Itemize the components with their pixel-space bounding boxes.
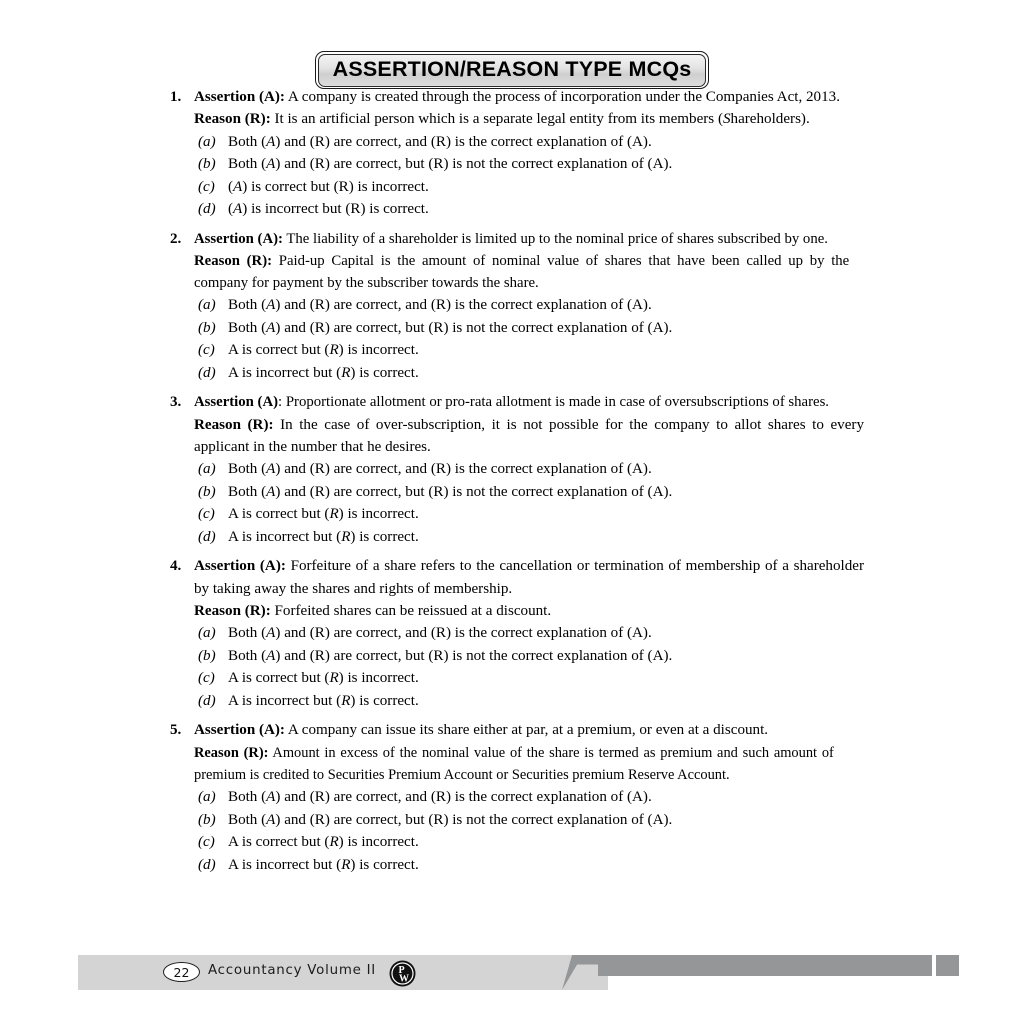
option-item[interactable]	[198, 458, 864, 481]
option-text-part: ) is correct.	[350, 692, 419, 709]
question-number: 4.	[170, 558, 182, 575]
assertion-paragraph	[194, 555, 864, 600]
option-text-italic: A	[266, 811, 276, 828]
option-text	[228, 362, 864, 385]
book-title: Accountancy Volume II	[208, 963, 377, 978]
option-item[interactable]	[198, 854, 864, 877]
assertion-label: Assertion (A):	[194, 558, 286, 575]
option-letter: (c)	[198, 506, 215, 523]
option-letter: (d)	[198, 856, 216, 873]
reason-text: Paid-up Capital is the amount of nominal value of shares that have been called up by the company for payment by the subscriber towards the share.	[194, 252, 850, 292]
option-text	[228, 786, 864, 809]
option-text-part: ) and (R) are correct, but (R) is not the correct explanation of (A).	[275, 319, 673, 336]
option-item[interactable]	[198, 153, 864, 176]
option-text-part: A is correct but (	[228, 506, 330, 523]
block-spacer	[170, 548, 864, 555]
option-text-part: A is incorrect but (	[228, 692, 342, 709]
option-text-part: Both (	[228, 156, 267, 173]
option-text-part: ) and (R) are correct, and (R) is the correct explanation of (A).	[275, 461, 652, 478]
reason-label: Reason (R):	[194, 111, 271, 128]
reason-text: Amount in excess of the nominal value of the share is termed as premium and such amount of premium is credited to Securities Premium Account or Securities premium Reserve Account.	[194, 744, 834, 783]
svg-text:W: W	[399, 973, 409, 985]
option-text-part: Both (	[228, 461, 267, 478]
option-letter: (d)	[198, 201, 216, 218]
option-item[interactable]	[198, 809, 864, 832]
option-letter: (b)	[198, 319, 216, 336]
assertion-label: Assertion (A):	[194, 722, 285, 739]
option-text-part: Both (	[228, 133, 267, 150]
option-text	[228, 176, 864, 199]
option-text-part: Both (	[228, 789, 267, 806]
assertion-text: A company is created through the process of incorporation under the Companies Act, 2013.	[287, 89, 840, 105]
option-item[interactable]	[198, 294, 864, 317]
option-text-italic: A	[266, 483, 276, 500]
assertion-paragraph	[194, 86, 864, 108]
assertion-paragraph	[194, 719, 864, 741]
option-letter: (b)	[198, 156, 216, 173]
option-text	[228, 831, 864, 854]
option-letter: (d)	[198, 692, 216, 709]
option-text-part: ) and (R) are correct, and (R) is the correct explanation of (A).	[275, 625, 652, 642]
assertion-text: A company can issue its share either at par, at a premium, or even at a discount.	[287, 722, 769, 739]
option-letter: (a)	[198, 297, 216, 314]
option-letter: (b)	[198, 811, 216, 828]
option-text-part: A is incorrect but (	[228, 364, 342, 381]
option-text-part: ) is incorrect.	[338, 342, 419, 359]
option-letter: (c)	[198, 342, 215, 359]
option-text-part: ) is incorrect but (R) is correct.	[242, 201, 429, 218]
option-text	[228, 622, 864, 645]
questions-container	[170, 86, 864, 876]
option-text-part: Both (	[228, 647, 267, 664]
option-text-part: Both (	[228, 319, 267, 336]
footer-dark-bar	[598, 955, 932, 976]
assertion-text: Forfeiture of a share refers to the cancellation or termination of membership of a shareholder by taking away the shares and rights of membership.	[194, 558, 864, 597]
option-text-part: Both (	[228, 483, 267, 500]
assertion-text: The liability of a shareholder is limited up to the nominal price of shares subscribed by one.	[286, 230, 828, 247]
option-text	[228, 645, 864, 668]
option-text-italic: R	[341, 528, 351, 545]
option-item[interactable]	[198, 786, 864, 809]
option-item[interactable]	[198, 339, 864, 362]
reason-paragraph	[194, 414, 864, 459]
block-spacer	[170, 712, 864, 719]
svg-text:P: P	[398, 965, 405, 976]
pw-logo-icon	[389, 960, 416, 987]
option-item[interactable]	[198, 481, 864, 504]
section-heading	[0, 51, 1024, 89]
option-text-part: ) is incorrect.	[338, 670, 419, 687]
option-text-part: ) and (R) are correct, and (R) is the correct explanation of (A).	[275, 789, 652, 806]
option-text-part: A is incorrect but (	[228, 528, 342, 545]
assertion-text: : Proportionate allotment or pro-rata allotment is made in case of oversubscriptions of shares.	[278, 394, 830, 411]
options-list	[194, 458, 864, 548]
option-item[interactable]	[198, 198, 864, 221]
option-item[interactable]	[198, 645, 864, 668]
option-text	[228, 131, 864, 154]
reason-label: Reason (R):	[194, 252, 273, 269]
question-number: 3.	[170, 394, 182, 411]
option-letter: (a)	[198, 625, 216, 642]
block-spacer	[170, 384, 864, 391]
options-list	[194, 294, 864, 384]
assertion-label: Assertion (A)	[194, 394, 279, 411]
option-text-part: ) and (R) are correct, but (R) is not the correct explanation of (A).	[275, 483, 673, 500]
assertion-label: Assertion (A):	[194, 230, 283, 247]
option-letter: (a)	[198, 461, 216, 478]
option-text-italic: A	[233, 178, 243, 195]
assertion-paragraph	[194, 391, 849, 413]
option-text	[228, 458, 864, 481]
options-list	[194, 622, 864, 712]
option-item[interactable]	[198, 831, 864, 854]
option-text-italic: A	[266, 461, 276, 478]
option-text	[228, 198, 864, 221]
page-number-badge: 22	[163, 962, 200, 982]
option-text-italic: R	[329, 834, 339, 851]
assertion-label: Assertion (A):	[194, 89, 285, 105]
reason-text-pre: It is an artificial person which is a separate legal entity from its members (	[274, 111, 723, 128]
reason-text-post: hareholders).	[730, 111, 810, 128]
option-text	[228, 526, 864, 549]
option-text-part: (	[228, 201, 234, 218]
reason-label: Reason (R):	[194, 602, 271, 619]
option-text	[228, 690, 864, 713]
option-text	[228, 339, 864, 362]
option-text-part: ) is correct.	[350, 364, 419, 381]
option-text-italic: A	[233, 201, 243, 218]
option-text-italic: A	[266, 319, 276, 336]
option-item[interactable]	[198, 503, 864, 526]
reason-paragraph	[194, 250, 849, 295]
option-text-part: A is incorrect but (	[228, 856, 342, 873]
option-text-italic: A	[266, 789, 276, 806]
option-text-part: (	[228, 178, 234, 195]
option-text-italic: A	[266, 625, 276, 642]
option-text-part: A is correct but (	[228, 670, 330, 687]
question-block	[170, 391, 864, 548]
option-text-italic: R	[329, 506, 339, 523]
option-letter: (b)	[198, 647, 216, 664]
option-text-part: ) is incorrect.	[338, 834, 419, 851]
option-item[interactable]	[198, 317, 864, 340]
option-text	[228, 481, 864, 504]
option-text	[228, 153, 864, 176]
option-text-italic: R	[341, 692, 351, 709]
option-text-part: Both (	[228, 297, 267, 314]
option-text-italic: R	[341, 856, 351, 873]
option-item[interactable]	[198, 622, 864, 645]
option-letter: (c)	[198, 178, 215, 195]
question-block	[170, 86, 864, 221]
option-item[interactable]	[198, 690, 864, 713]
reason-label: Reason (R):	[194, 744, 269, 761]
question-block	[170, 719, 864, 876]
option-text-part: ) and (R) are correct, and (R) is the correct explanation of (A).	[275, 297, 652, 314]
option-text-part: ) and (R) are correct, and (R) is the correct explanation of (A).	[275, 133, 652, 150]
option-text-part: ) and (R) are correct, but (R) is not the correct explanation of (A).	[275, 156, 673, 173]
option-letter: (d)	[198, 364, 216, 381]
option-letter: (a)	[198, 133, 216, 150]
question-number: 2.	[170, 230, 182, 247]
option-text-part: A is correct but (	[228, 834, 330, 851]
option-item[interactable]	[198, 526, 864, 549]
option-letter: (b)	[198, 483, 216, 500]
option-text-part: Both (	[228, 625, 267, 642]
option-item[interactable]	[198, 667, 864, 690]
block-spacer	[170, 221, 864, 228]
options-list	[194, 131, 864, 221]
option-text-italic: R	[329, 670, 339, 687]
reason-text: Forfeited shares can be reissued at a discount.	[274, 602, 552, 619]
option-text	[228, 503, 864, 526]
option-text-part: A is correct but (	[228, 342, 330, 359]
option-text-italic: A	[266, 133, 276, 150]
option-text	[228, 809, 864, 832]
page-footer	[0, 952, 1024, 998]
option-letter: (c)	[198, 670, 215, 687]
option-text-italic: R	[341, 364, 351, 381]
option-text-part: ) and (R) are correct, but (R) is not the correct explanation of (A).	[275, 811, 673, 828]
option-text-italic: A	[266, 297, 276, 314]
option-text-part: ) is correct.	[350, 856, 419, 873]
option-text-part: ) is incorrect.	[338, 506, 419, 523]
option-text-italic: A	[266, 156, 276, 173]
reason-paragraph	[194, 742, 834, 787]
assertion-paragraph	[194, 228, 849, 250]
option-text-part: ) is correct.	[350, 528, 419, 545]
reason-label: Reason (R):	[194, 416, 274, 433]
reason-paragraph	[194, 600, 864, 622]
footer-dark-bar-end	[936, 955, 959, 976]
heading-title: ASSERTION/REASON TYPE MCQs	[318, 54, 707, 87]
reason-text: In the case of over-subscription, it is not possible for the company to allot shares to every applicant in the number that he desires.	[194, 416, 864, 456]
reason-paragraph	[194, 108, 864, 130]
option-item[interactable]	[198, 131, 864, 154]
question-block	[170, 228, 864, 385]
option-text	[228, 294, 864, 317]
question-block	[170, 555, 864, 712]
option-text	[228, 854, 864, 877]
option-text	[228, 317, 864, 340]
option-item[interactable]	[198, 176, 864, 199]
option-text-part: ) and (R) are correct, but (R) is not the correct explanation of (A).	[275, 647, 673, 664]
option-text-part: Both (	[228, 811, 267, 828]
question-number: 1.	[170, 89, 182, 105]
option-text-italic: A	[266, 647, 276, 664]
option-letter: (d)	[198, 528, 216, 545]
option-letter: (c)	[198, 834, 215, 851]
option-text-part: ) is correct but (R) is incorrect.	[242, 178, 429, 195]
options-list	[194, 786, 864, 876]
option-text-italic: R	[329, 342, 339, 359]
question-number: 5.	[170, 722, 182, 739]
option-text	[228, 667, 864, 690]
heading-outer-box	[315, 51, 709, 89]
option-item[interactable]	[198, 362, 864, 385]
reason-text-italic: S	[722, 111, 731, 128]
option-letter: (a)	[198, 789, 216, 806]
